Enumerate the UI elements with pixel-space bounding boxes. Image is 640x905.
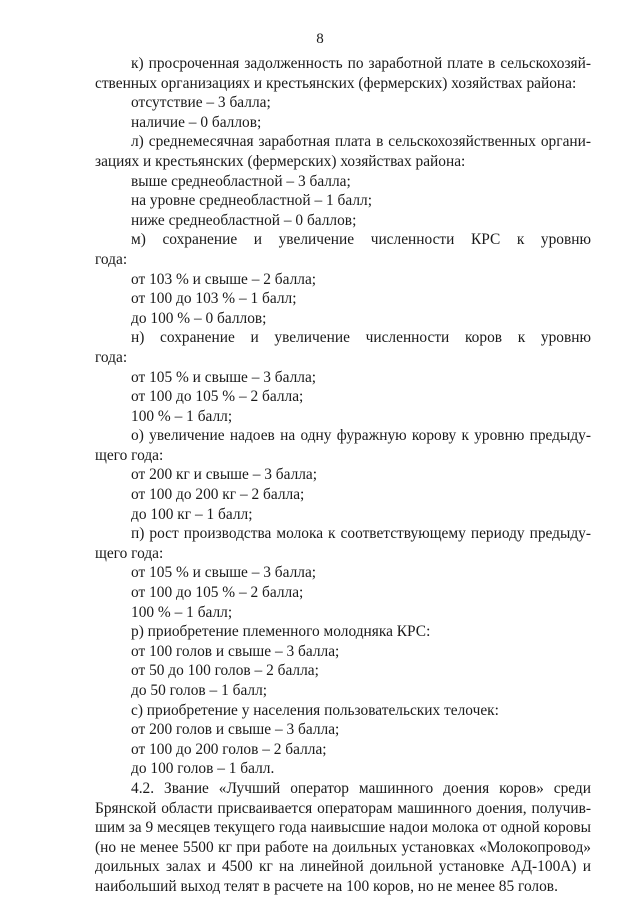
paragraph-l-line-2: зациях и крестьянских (фермерских) хозяйствах района: xyxy=(95,152,466,170)
list-item: ниже среднеобластной – 0 баллов; xyxy=(131,211,357,229)
list-item: от 200 голов и свыше – 3 балла; xyxy=(131,721,340,739)
paragraph-k-line-2: ственных организациях и крестьянских (фермерских) хозяйствах района: xyxy=(95,74,577,92)
list-item: от 105 % и свыше – 3 балла; xyxy=(131,564,317,582)
paragraph-r-line-1: р) приобретение племенного молодняка КРС: xyxy=(131,623,431,641)
list-item: отсутствие – 3 балла; xyxy=(131,94,271,112)
section-4-2-line-4: (но не менее 5500 кг при работе на доильных установках «Молокопровод» xyxy=(95,838,591,856)
paragraph-m-line-2: года: xyxy=(95,250,128,268)
page-number: 8 xyxy=(316,31,324,47)
list-item: от 200 кг и свыше – 3 балла; xyxy=(131,466,318,484)
document-body xyxy=(95,54,591,897)
list-item: от 103 % и свыше – 2 балла; xyxy=(131,270,317,288)
paragraph-n-line-2: года: xyxy=(95,348,128,366)
paragraph-k-line-1: к) просроченная задолженность по заработной плате в сельскохозяй- xyxy=(131,55,591,72)
section-4-2-line-1: 4.2. Звание «Лучший оператор машинного доения коров» среди xyxy=(131,779,591,797)
section-4-2-line-2: Брянской области присваивается операторам машинного доения, получив- xyxy=(95,799,591,817)
paragraph-p-line-1: п) рост производства молока к соответствующему периоду предыду- xyxy=(131,525,591,543)
list-item: от 100 голов и свыше – 3 балла; xyxy=(131,642,340,660)
paragraph-n-line-1: н) сохранение и увеличение численности коров к уровню xyxy=(131,329,591,347)
list-item: от 50 до 100 голов – 2 балла; xyxy=(131,662,319,680)
list-item: наличие – 0 баллов; xyxy=(131,113,262,131)
paragraph-m-line-1: м) сохранение и увеличение численности КРС к уровню xyxy=(131,231,591,249)
list-item: до 50 голов – 1 балл; xyxy=(131,682,268,699)
list-item: на уровне среднеобластной – 1 балл; xyxy=(131,192,372,210)
section-4-2-line-3: шим за 9 месяцев текущего года наивысшие надои молока от одной коровы xyxy=(95,819,591,837)
list-item: 100 % – 1 балл; xyxy=(131,407,233,425)
list-item: выше среднеобластной – 3 балла; xyxy=(131,172,351,190)
list-item: 100 % – 1 балл; xyxy=(131,603,233,621)
list-item: до 100 кг – 1 балл; xyxy=(131,505,253,523)
paragraph-p-line-2: щего года: xyxy=(95,544,164,562)
paragraph-l-line-1: л) среднемесячная заработная плата в сельскохозяйственных органи- xyxy=(131,133,591,151)
list-item: до 100 голов – 1 балл. xyxy=(131,760,275,778)
paragraph-s-line-1: с) приобретение у населения пользовательских телочек: xyxy=(131,701,499,719)
section-4-2-line-5: доильных залах и 4500 кг на линейной доильной установке АД-100А) и xyxy=(95,858,591,876)
paragraph-o-line-1: о) увеличение надоев на одну фуражную корову к уровню предыду- xyxy=(131,427,591,445)
list-item: от 105 % и свыше – 3 балла; xyxy=(131,368,317,386)
section-4-2-line-6: наибольший выход телят в расчете на 100 коров, но не менее 85 голов. xyxy=(95,877,558,895)
list-item: от 100 до 200 кг – 2 балла; xyxy=(131,486,305,504)
list-item: до 100 % – 0 баллов; xyxy=(131,309,267,327)
paragraph-o-line-2: щего года: xyxy=(95,446,164,464)
list-item: от 100 до 103 % – 1 балл; xyxy=(131,290,297,308)
list-item: от 100 до 200 голов – 2 балла; xyxy=(131,740,327,758)
list-item: от 100 до 105 % – 2 балла; xyxy=(131,584,304,602)
list-item: от 100 до 105 % – 2 балла; xyxy=(131,388,304,406)
